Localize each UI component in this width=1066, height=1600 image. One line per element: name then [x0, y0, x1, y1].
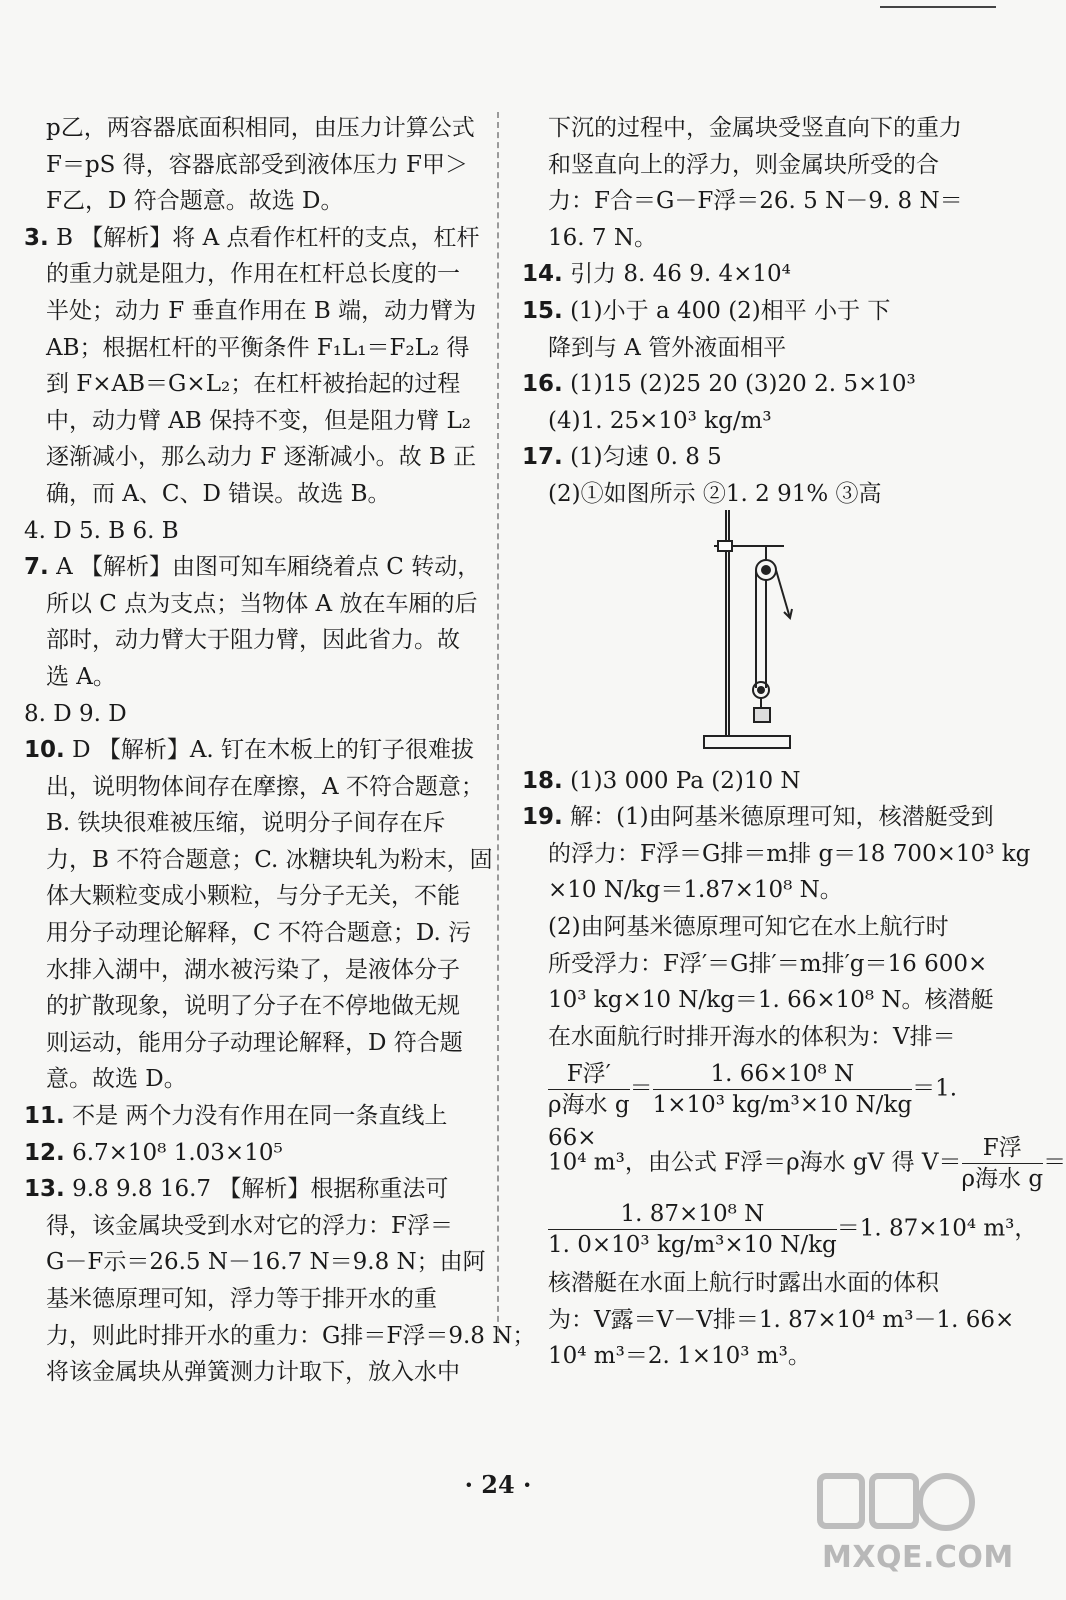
- text-line-q14: [522, 256, 980, 293]
- line-text: ×10 N/kg＝1.87×10⁸ N。: [548, 877, 843, 904]
- line-text: 为：V露＝V－V排＝1. 87×10⁴ m³－1. 66×: [548, 1306, 1015, 1333]
- line-text: 6.7×10⁸ 1.03×10⁵: [72, 1139, 283, 1166]
- text-line-q3d: [24, 330, 474, 367]
- line-text: 选 A。: [46, 663, 116, 690]
- line-text: 用分子动理论解释，C 不符合题意；D. 污: [46, 920, 472, 947]
- text-line-q10e: [24, 878, 474, 915]
- text-line-q7c: [24, 622, 474, 659]
- text-line-q2c2: [24, 147, 474, 184]
- line-text: 得，该金属块受到水对它的浮力：F浮＝: [46, 1212, 453, 1239]
- text-line-q7a: [24, 549, 481, 586]
- text-line-q13d: [24, 1281, 474, 1318]
- pulley-apparatus-figure: [700, 508, 800, 753]
- question-number: 19.: [522, 804, 563, 831]
- line-text: 的浮力：F浮＝G排＝m排 g＝18 700×10³ kg: [548, 840, 1031, 867]
- question-number: 10.: [24, 737, 65, 764]
- line-text: A 【解析】由图可知车厢绕着点 C 转动，: [56, 554, 481, 581]
- question-number: 12.: [24, 1139, 65, 1166]
- line-text: F乙，D 符合题意。故选 D。: [46, 188, 344, 215]
- fraction-c: $\frac{\text{F浮}}{\text{ρ海水 g}}$: [961, 1135, 1044, 1193]
- line-text: 半处；动力 F 垂直作用在 B 端，动力臂为: [46, 297, 477, 324]
- question-number: 7.: [24, 554, 49, 581]
- line-text: 降到与 A 管外液面相平: [548, 334, 787, 361]
- text-line-q15b: [522, 330, 980, 367]
- line-text: (4)1. 25×10³ kg/m³: [548, 407, 772, 434]
- watermark-text: MXQE.COM: [822, 1540, 1014, 1575]
- fraction-d: $\frac{\text{1. 87×10⁸ N}}{\text{1. 0×10³ kg/m³×10 N/kg}}$: [548, 1201, 837, 1259]
- question-number: 14.: [522, 261, 563, 288]
- line-text: 8. D 9. D: [24, 700, 127, 727]
- text-line-q3e: [24, 366, 474, 403]
- line-text: 在水面航行时排开海水的体积为：V排＝: [548, 1023, 956, 1050]
- line-text: AB；根据杠杆的平衡条件 F₁L₁＝F₂L₂ 得: [46, 334, 470, 361]
- text-line-q19e: [522, 946, 988, 983]
- line-text: 所以 C 点为支点；当物体 A 放在车厢的后: [46, 590, 478, 617]
- line-text: 10³ kg×10 N/kg＝1. 66×10⁸ N。核潜艇: [548, 987, 994, 1014]
- line-text: 体大颗粒变成小颗粒，与分子无关，不能: [46, 883, 460, 910]
- question-number: 11.: [24, 1103, 65, 1130]
- line-text: 不是 两个力没有作用在同一条直线上: [72, 1103, 448, 1130]
- text-line-q15a: [522, 293, 980, 330]
- top-edge-line: [880, 6, 996, 8]
- text-line-q3g: [24, 439, 477, 476]
- line-text: 下沉的过程中，金属块受竖直向下的重力: [548, 115, 962, 141]
- line-text: (2)①如图所示 ②1. 2 91% ③高: [548, 480, 882, 507]
- line-text: 中，动力臂 AB 保持不变，但是阻力臂 L₂: [46, 407, 471, 434]
- question-number: 17.: [522, 444, 563, 471]
- text-line-q19f: [522, 982, 994, 1019]
- question-number: 18.: [522, 767, 563, 794]
- text-line-q19d: [522, 909, 980, 946]
- line-text: 逐渐减小，那么动力 F 逐渐减小。故 B 正: [46, 444, 477, 471]
- text-line-q19l: [522, 1338, 980, 1375]
- line-text: p乙，两容器底面积相同，由压力计算公式: [46, 115, 475, 141]
- text-line-q10a: [24, 732, 474, 769]
- text-line-r1: [522, 110, 980, 147]
- text-line-q16a: [522, 366, 980, 403]
- text-line-r3: [522, 183, 980, 220]
- text-line-q19a: [522, 799, 994, 836]
- line-text: 力，B 不符合题意；C. 冰糖块轧为粉末，固: [46, 846, 493, 873]
- fraction-line-1: $\frac{\text{F浮′}}{\text{ρ海水 g}}$ ＝ $\frac{\text{1. 66×10⁸ N}}{\text{1×10³ kg/m³×10 N/kg}}$ ＝1. 66×: [548, 1061, 958, 1152]
- watermark-logo: [800, 1468, 1014, 1578]
- line-text: 意。故选 D。: [46, 1066, 187, 1093]
- line-text: 将该金属块从弹簧测力计取下，放入水中: [46, 1359, 460, 1386]
- line-text: 10⁴ m³＝2. 1×10³ m³。: [548, 1343, 811, 1370]
- line-text: 基米德原理可知，浮力等于排开水的重: [46, 1286, 437, 1312]
- text-line-q10j: [24, 1061, 474, 1098]
- text-line-q2c3: [24, 183, 474, 220]
- line-text: 力：F合＝G－F浮＝26. 5 N－9. 8 N＝: [548, 188, 963, 215]
- text-line-q10i: [24, 1025, 474, 1062]
- line-text: B 【解析】将 A 点看作杠杆的支点，杠杆: [56, 224, 480, 251]
- text-line-q13a: [24, 1171, 474, 1208]
- line-text: 9.8 9.8 16.7 【解析】根据称重法可: [72, 1176, 449, 1203]
- text-line-q8: [24, 696, 474, 733]
- line-text: B. 铁块很难被压缩，说明分子间存在斥: [46, 810, 446, 837]
- question-number: 16.: [522, 371, 563, 398]
- line-text: 解：(1)由阿基米德原理可知，核潜艇受到: [570, 804, 994, 831]
- line-text: G－F示＝26.5 N－16.7 N＝9.8 N；由阿: [46, 1249, 486, 1276]
- text-line-q3b: [24, 256, 474, 293]
- text-line-q3f: [24, 403, 474, 440]
- line-text: D 【解析】A. 钉在木板上的钉子很难拔: [72, 737, 475, 764]
- text-line-q13f: [24, 1354, 474, 1391]
- line-text: 核潜艇在水面上航行时露出水面的体积: [548, 1270, 939, 1297]
- text-line-q13b: [24, 1208, 474, 1245]
- text-line-q19g: [522, 1019, 980, 1056]
- text-line-q13c: [24, 1244, 486, 1281]
- text-line-q3a: [24, 220, 480, 257]
- line-text: (1)3 000 Pa (2)10 N: [570, 767, 801, 794]
- text-line-q3c: [24, 293, 477, 330]
- page-number: · 24 ·: [464, 1470, 532, 1499]
- text-line-q12: [24, 1135, 474, 1172]
- line-text: 水排入湖中，湖水被污染了，是液体分子: [46, 956, 460, 983]
- line-text: 确，而 A、C、D 错误。故选 B。: [46, 480, 391, 507]
- text-line-q10f: [24, 915, 474, 952]
- question-number: 3.: [24, 224, 49, 251]
- line-text: 和竖直向上的浮力，则金属块所受的合: [548, 151, 939, 178]
- text-line-q19k: [522, 1302, 1015, 1339]
- line-text: 则运动，能用分子动理论解释，D 符合题: [46, 1029, 463, 1056]
- text-line-q10b: [24, 769, 484, 806]
- line-text: 部时，动力臂大于阻力臂，因此省力。故: [46, 627, 460, 654]
- line-text: 的重力就是阻力，作用在杠杆总长度的一: [46, 261, 460, 288]
- question-number: 15.: [522, 297, 563, 324]
- text-line-q19b: [522, 836, 1031, 873]
- column-divider: [497, 112, 499, 1342]
- text-line-q4: [24, 513, 474, 550]
- line-text: 到 F×AB＝G×L₂；在杠杆被抬起的过程: [46, 371, 461, 398]
- text-line-q10g: [24, 952, 474, 989]
- text-line-r2: [522, 147, 980, 184]
- text-line-q10c: [24, 805, 474, 842]
- line-text: (1)小于 a 400 (2)相平 小于 下: [570, 297, 891, 324]
- fraction-b: $\frac{\text{1. 66×10⁸ N}}{\text{1×10³ kg/m³×10 N/kg}}$: [652, 1061, 913, 1119]
- question-number: 13.: [24, 1176, 65, 1203]
- line-text: 引力 8. 46 9. 4×10⁴: [570, 261, 791, 288]
- text-line-q2c1: [24, 110, 474, 147]
- text-line-q7b: [24, 586, 478, 623]
- line-text: (2)由阿基米德原理可知它在水上航行时: [548, 913, 949, 940]
- line-text: (1)15 (2)25 20 (3)20 2. 5×10³: [570, 371, 916, 398]
- text-line-q19j: [522, 1265, 980, 1302]
- text-line-q16b: [522, 403, 980, 440]
- text-line-q10d: [24, 842, 493, 879]
- line-text: (1)匀速 0. 8 5: [570, 444, 722, 471]
- line-text: 力，则此时排开水的重力：G排＝F浮＝9.8 N；: [46, 1322, 536, 1349]
- line-text: 16. 7 N。: [548, 224, 657, 251]
- line-text: F＝pS 得，容器底部受到液体压力 F甲＞: [46, 151, 469, 178]
- text-line-q11: [24, 1098, 474, 1135]
- text-line-q17a: [522, 439, 980, 476]
- text-line-q19c: [522, 872, 980, 909]
- text-line-q3h: [24, 476, 474, 513]
- text-line-q7d: [24, 659, 474, 696]
- fraction-a: $\frac{\text{F浮′}}{\text{ρ海水 g}}$: [548, 1061, 630, 1119]
- line-text: 所受浮力：F浮′＝G排′＝m排′g＝16 600×: [548, 950, 988, 977]
- line-text: ＝1. 87×10⁴ m³，: [836, 1215, 1038, 1242]
- text-line-q19i: [522, 1199, 1038, 1265]
- line-text: 的扩散现象，说明了分子在不停地做无规: [46, 993, 460, 1020]
- text-line-q13e: [24, 1318, 536, 1355]
- line-text: 出，说明物体间存在摩擦，A 不符合题意；: [46, 773, 484, 800]
- text-line-r4: [522, 220, 980, 257]
- line-text: 10⁴ m³，由公式 F浮＝ρ海水 gV 得 V＝: [548, 1149, 962, 1176]
- text-line-q18: [522, 763, 980, 800]
- left-column: [24, 110, 536, 1391]
- text-line-q19h: 10⁴ m³，由公式 F浮＝ρ海水 gV 得 V＝ $\frac{\text{F浮}}{\text{ρ海水 g}}$ ＝: [548, 1135, 1066, 1193]
- text-line-q10h: [24, 988, 474, 1025]
- line-text: 4. D 5. B 6. B: [24, 517, 179, 544]
